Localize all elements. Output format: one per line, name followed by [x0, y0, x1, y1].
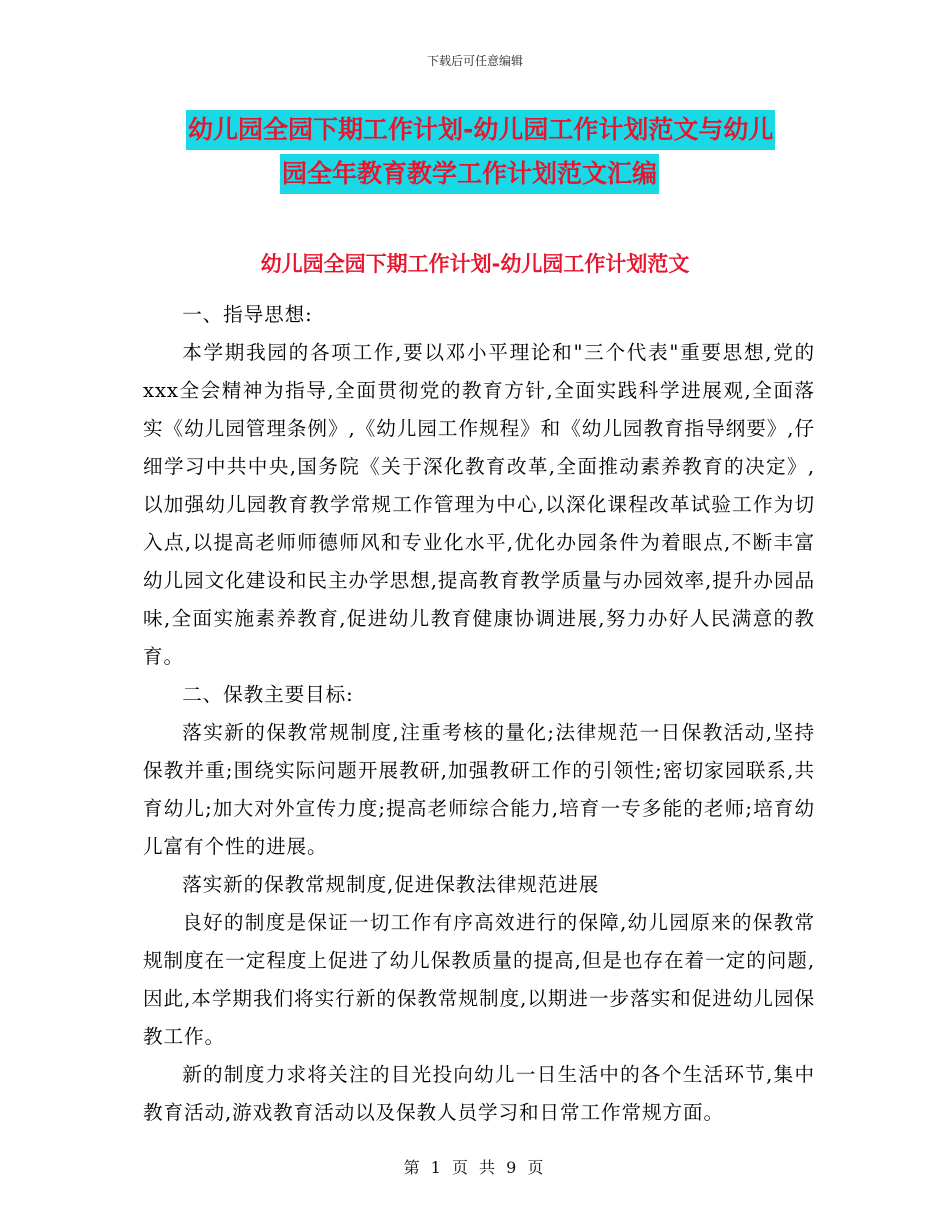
paragraph-new-system: 良好的制度是保证一切工作有序高效进行的保障,幼儿园原来的保教常规制度在一定程度上促进了幼儿保教质量的提高,但是也存在着一定的问题,因此,本学期我们将实行新的保教常规制度,以期进一步落实和促进幼儿园保教工作。 — [143, 911, 815, 1048]
heading-main-goals: 二、保教主要目标: — [182, 683, 354, 706]
section-title: 幼儿园全园下期工作计划-幼儿园工作计划范文 — [260, 252, 690, 276]
heading-guiding-ideology: 一、指导思想: — [182, 303, 313, 326]
paragraph-new-system-scope: 新的制度力求将关注的目光投向幼儿一日生活中的各个生活环节,集中教育活动,游戏教育活动以及保教人员学习和日常工作常规方面。 — [143, 1063, 815, 1124]
document-body — [143, 296, 815, 1132]
subheading-new-system: 落实新的保教常规制度,促进保教法律规范进展 — [182, 873, 600, 896]
header-note: 下载后可任意编辑 — [426, 54, 523, 68]
paragraph-guiding-ideology: 本学期我园的各项工作,要以邓小平理论和"三个代表"重要思想,党的xxx全会精神为指导,全面贯彻党的教育方针,全面实践科学进展观,全面落实《幼儿园管理条例》,《幼儿园工作规程》和《幼儿园教育指导纲要》,仔细学习中共中央,国务院《关于深化教育改革,全面推动素养教育的决定》,以加强幼儿园教育教学常规工作管理为中心,以深化课程改革试验工作为切入点,以提高老师师德师风和专业化水平,优化办园条件为着眼点,不断丰富幼儿园文化建设和民主办学思想,提高教育教学质量与办园效率,提升办园品味,全面实施素养教育,促进幼儿教育健康协调进展,努力办好人民满意的教育。 — [143, 341, 815, 668]
page-number: 第 1 页 共 9 页 — [403, 1158, 547, 1177]
paragraph-main-goals: 落实新的保教常规制度,注重考核的量化;法律规范一日保教活动,坚持保教并重;围绕实际问题开展教研,加强教研工作的引领性;密切家园联系,共育幼儿;加大对外宣传力度;提高老师综合能力,培育一专多能的老师;培育幼儿富有个性的进展。 — [143, 721, 815, 858]
title-line-1: 幼儿园全园下期工作计划-幼儿园工作计划范文与幼儿 — [186, 110, 775, 150]
document-title — [186, 110, 826, 188]
title-line-2: 园全年教育教学工作计划范文汇编 — [280, 154, 659, 194]
